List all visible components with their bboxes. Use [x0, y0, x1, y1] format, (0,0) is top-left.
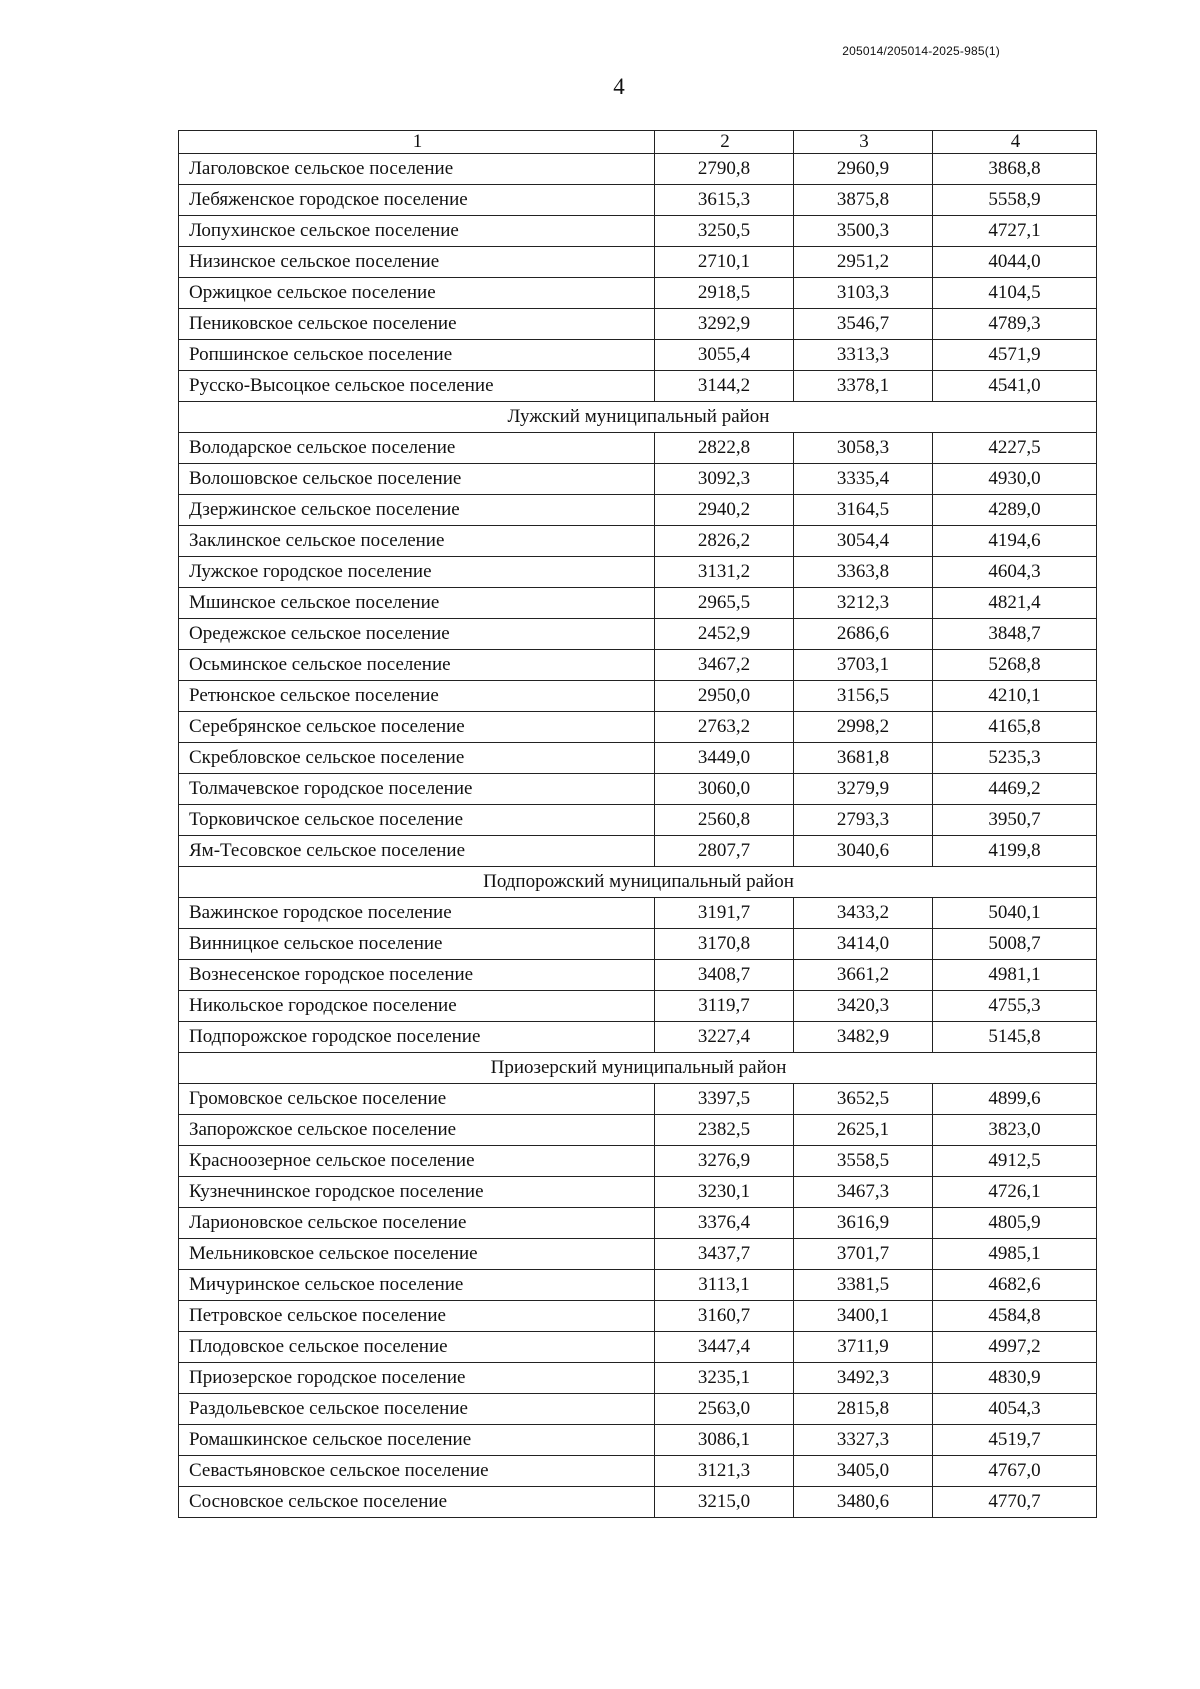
- settlement-name: Подпорожское городское поселение: [179, 1022, 655, 1053]
- settlement-name: Дзержинское сельское поселение: [179, 495, 655, 526]
- settlement-name: Вознесенское городское поселение: [179, 960, 655, 991]
- value-col-3: 3327,3: [794, 1425, 933, 1456]
- value-col-3: 3652,5: [794, 1084, 933, 1115]
- value-col-4: 4726,1: [933, 1177, 1097, 1208]
- table-row: [179, 185, 1097, 216]
- document-code: 205014/205014-2025-985(1): [842, 44, 1000, 58]
- value-col-4: 3950,7: [933, 805, 1097, 836]
- table-row: [179, 650, 1097, 681]
- value-col-4: 4997,2: [933, 1332, 1097, 1363]
- value-col-4: 4981,1: [933, 960, 1097, 991]
- settlement-name: Низинское сельское поселение: [179, 247, 655, 278]
- value-col-3: 2960,9: [794, 154, 933, 185]
- value-col-3: 3164,5: [794, 495, 933, 526]
- table-row: [179, 1270, 1097, 1301]
- table-row: [179, 1115, 1097, 1146]
- value-col-3: 3616,9: [794, 1208, 933, 1239]
- column-header: 1: [179, 131, 655, 154]
- value-col-4: 3823,0: [933, 1115, 1097, 1146]
- table-row: [179, 1425, 1097, 1456]
- settlement-name: Винницкое сельское поселение: [179, 929, 655, 960]
- value-col-3: 3703,1: [794, 650, 933, 681]
- value-col-3: 3378,1: [794, 371, 933, 402]
- table-row: [179, 681, 1097, 712]
- value-col-2: 3397,5: [655, 1084, 794, 1115]
- table-row: [179, 1301, 1097, 1332]
- table-row: [179, 1363, 1097, 1394]
- value-col-4: 4682,6: [933, 1270, 1097, 1301]
- value-col-2: 2807,7: [655, 836, 794, 867]
- settlement-name: Заклинское сельское поселение: [179, 526, 655, 557]
- value-col-2: 3086,1: [655, 1425, 794, 1456]
- settlement-name: Мичуринское сельское поселение: [179, 1270, 655, 1301]
- column-header: 2: [655, 131, 794, 154]
- value-col-3: 3480,6: [794, 1487, 933, 1518]
- value-col-3: 2951,2: [794, 247, 933, 278]
- table-row: [179, 1394, 1097, 1425]
- settlement-name: Кузнечнинское городское поселение: [179, 1177, 655, 1208]
- table-row: [179, 557, 1097, 588]
- table-row: [179, 712, 1097, 743]
- settlement-name: Ларионовское сельское поселение: [179, 1208, 655, 1239]
- settlement-name: Мельниковское сельское поселение: [179, 1239, 655, 1270]
- settlement-name: Ропшинское сельское поселение: [179, 340, 655, 371]
- value-col-3: 3058,3: [794, 433, 933, 464]
- value-col-3: 3701,7: [794, 1239, 933, 1270]
- district-row: [179, 1053, 1097, 1084]
- table-row: [179, 1177, 1097, 1208]
- settlement-name: Красноозерное сельское поселение: [179, 1146, 655, 1177]
- settlement-name: Оредежское сельское поселение: [179, 619, 655, 650]
- value-col-4: 4821,4: [933, 588, 1097, 619]
- settlement-name: Раздольевское сельское поселение: [179, 1394, 655, 1425]
- value-col-4: 4227,5: [933, 433, 1097, 464]
- value-col-3: 2686,6: [794, 619, 933, 650]
- value-col-2: 3467,2: [655, 650, 794, 681]
- table-row: [179, 154, 1097, 185]
- value-col-2: 2563,0: [655, 1394, 794, 1425]
- value-col-2: 3230,1: [655, 1177, 794, 1208]
- value-col-3: 3103,3: [794, 278, 933, 309]
- table-row: [179, 371, 1097, 402]
- settlement-name: Плодовское сельское поселение: [179, 1332, 655, 1363]
- settlement-name: Волошовское сельское поселение: [179, 464, 655, 495]
- table-row: [179, 774, 1097, 805]
- value-col-2: 3215,0: [655, 1487, 794, 1518]
- page-number: 4: [613, 74, 625, 99]
- value-col-2: 3191,7: [655, 898, 794, 929]
- table-row: [179, 1146, 1097, 1177]
- table-row: [179, 526, 1097, 557]
- settlement-name: Скребловское сельское поселение: [179, 743, 655, 774]
- table-row: [179, 340, 1097, 371]
- value-col-3: 3054,4: [794, 526, 933, 557]
- settlement-name: Важинское городское поселение: [179, 898, 655, 929]
- value-col-4: 4770,7: [933, 1487, 1097, 1518]
- value-col-4: 4044,0: [933, 247, 1097, 278]
- table-row: [179, 216, 1097, 247]
- district-row: [179, 402, 1097, 433]
- value-col-2: 3144,2: [655, 371, 794, 402]
- value-col-4: 4755,3: [933, 991, 1097, 1022]
- value-col-3: 3400,1: [794, 1301, 933, 1332]
- value-col-3: 2625,1: [794, 1115, 933, 1146]
- value-col-4: 4930,0: [933, 464, 1097, 495]
- district-name: Приозерский муниципальный район: [179, 1053, 1097, 1084]
- settlement-name: Лебяженское городское поселение: [179, 185, 655, 216]
- settlement-name: Петровское сельское поселение: [179, 1301, 655, 1332]
- value-col-4: 4289,0: [933, 495, 1097, 526]
- value-col-2: 2826,2: [655, 526, 794, 557]
- table-row: [179, 1239, 1097, 1270]
- value-col-2: 3376,4: [655, 1208, 794, 1239]
- value-col-2: 3119,7: [655, 991, 794, 1022]
- value-col-3: 3681,8: [794, 743, 933, 774]
- value-col-3: 3313,3: [794, 340, 933, 371]
- table-row: [179, 309, 1097, 340]
- column-number-row: [179, 131, 1097, 154]
- value-col-3: 3040,6: [794, 836, 933, 867]
- value-col-2: 3170,8: [655, 929, 794, 960]
- settlement-name: Володарское сельское поселение: [179, 433, 655, 464]
- settlement-name: Толмачевское городское поселение: [179, 774, 655, 805]
- column-header: 3: [794, 131, 933, 154]
- value-col-2: 3250,5: [655, 216, 794, 247]
- value-col-2: 3131,2: [655, 557, 794, 588]
- value-col-3: 3156,5: [794, 681, 933, 712]
- value-col-2: 3160,7: [655, 1301, 794, 1332]
- value-col-3: 3279,9: [794, 774, 933, 805]
- table-row: [179, 278, 1097, 309]
- settlement-name: Пениковское сельское поселение: [179, 309, 655, 340]
- value-col-2: 2790,8: [655, 154, 794, 185]
- value-col-2: 3276,9: [655, 1146, 794, 1177]
- value-col-3: 3711,9: [794, 1332, 933, 1363]
- value-col-4: 5145,8: [933, 1022, 1097, 1053]
- value-col-4: 4805,9: [933, 1208, 1097, 1239]
- table-row: [179, 1487, 1097, 1518]
- table-row: [179, 1022, 1097, 1053]
- value-col-4: 3848,7: [933, 619, 1097, 650]
- settlement-name: Лаголовское сельское поселение: [179, 154, 655, 185]
- table-row: [179, 1332, 1097, 1363]
- value-col-3: 3492,3: [794, 1363, 933, 1394]
- table-row: [179, 464, 1097, 495]
- value-col-2: 3292,9: [655, 309, 794, 340]
- value-col-2: 2763,2: [655, 712, 794, 743]
- value-col-2: 3092,3: [655, 464, 794, 495]
- value-col-3: 3420,3: [794, 991, 933, 1022]
- value-col-2: 2822,8: [655, 433, 794, 464]
- value-col-3: 3661,2: [794, 960, 933, 991]
- value-col-2: 2950,0: [655, 681, 794, 712]
- table-row: [179, 805, 1097, 836]
- value-col-4: 4912,5: [933, 1146, 1097, 1177]
- value-col-2: 2918,5: [655, 278, 794, 309]
- value-col-4: 4830,9: [933, 1363, 1097, 1394]
- value-col-3: 2793,3: [794, 805, 933, 836]
- table-row: [179, 960, 1097, 991]
- value-col-4: 4571,9: [933, 340, 1097, 371]
- value-col-4: 5040,1: [933, 898, 1097, 929]
- value-col-2: 3060,0: [655, 774, 794, 805]
- table-row: [179, 1208, 1097, 1239]
- table-row: [179, 247, 1097, 278]
- value-col-2: 3408,7: [655, 960, 794, 991]
- settlement-name: Мшинское сельское поселение: [179, 588, 655, 619]
- value-col-3: 3363,8: [794, 557, 933, 588]
- settlement-name: Ретюнское сельское поселение: [179, 681, 655, 712]
- value-col-2: 3615,3: [655, 185, 794, 216]
- value-col-2: 2710,1: [655, 247, 794, 278]
- value-col-3: 2998,2: [794, 712, 933, 743]
- value-col-4: 4767,0: [933, 1456, 1097, 1487]
- value-col-4: 5558,9: [933, 185, 1097, 216]
- district-row: [179, 867, 1097, 898]
- value-col-3: 3433,2: [794, 898, 933, 929]
- value-col-3: 3381,5: [794, 1270, 933, 1301]
- value-col-3: 3335,4: [794, 464, 933, 495]
- value-col-2: 3437,7: [655, 1239, 794, 1270]
- value-col-2: 2382,5: [655, 1115, 794, 1146]
- value-col-3: 3405,0: [794, 1456, 933, 1487]
- settlement-name: Севастьяновское сельское поселение: [179, 1456, 655, 1487]
- column-header: 4: [933, 131, 1097, 154]
- value-col-3: 2815,8: [794, 1394, 933, 1425]
- value-col-2: 3227,4: [655, 1022, 794, 1053]
- settlements-table: [178, 130, 1097, 1518]
- value-col-4: 4210,1: [933, 681, 1097, 712]
- table-row: [179, 836, 1097, 867]
- settlement-name: Запорожское сельское поселение: [179, 1115, 655, 1146]
- table-row: [179, 1456, 1097, 1487]
- table-row: [179, 1084, 1097, 1115]
- value-col-4: 4104,5: [933, 278, 1097, 309]
- settlement-name: Осьминское сельское поселение: [179, 650, 655, 681]
- value-col-2: 2560,8: [655, 805, 794, 836]
- table-row: [179, 588, 1097, 619]
- value-col-2: 2452,9: [655, 619, 794, 650]
- table-row: [179, 495, 1097, 526]
- value-col-2: 3113,1: [655, 1270, 794, 1301]
- value-col-4: 4985,1: [933, 1239, 1097, 1270]
- value-col-3: 3546,7: [794, 309, 933, 340]
- settlement-name: Никольское городское поселение: [179, 991, 655, 1022]
- value-col-2: 3055,4: [655, 340, 794, 371]
- value-col-4: 4194,6: [933, 526, 1097, 557]
- value-col-4: 4165,8: [933, 712, 1097, 743]
- table-body: [179, 154, 1097, 1518]
- table-row: [179, 743, 1097, 774]
- value-col-3: 3467,3: [794, 1177, 933, 1208]
- value-col-4: 4519,7: [933, 1425, 1097, 1456]
- value-col-4: 4604,3: [933, 557, 1097, 588]
- district-name: Подпорожский муниципальный район: [179, 867, 1097, 898]
- table-row: [179, 619, 1097, 650]
- value-col-4: 4584,8: [933, 1301, 1097, 1332]
- value-col-3: 3500,3: [794, 216, 933, 247]
- settlement-name: Ям-Тесовское сельское поселение: [179, 836, 655, 867]
- settlement-name: Ромашкинское сельское поселение: [179, 1425, 655, 1456]
- value-col-4: 4469,2: [933, 774, 1097, 805]
- table-row: [179, 433, 1097, 464]
- value-col-4: 4541,0: [933, 371, 1097, 402]
- settlement-name: Лопухинское сельское поселение: [179, 216, 655, 247]
- settlement-name: Сосновское сельское поселение: [179, 1487, 655, 1518]
- value-col-4: 4899,6: [933, 1084, 1097, 1115]
- value-col-4: 5268,8: [933, 650, 1097, 681]
- value-col-2: 2940,2: [655, 495, 794, 526]
- value-col-4: 3868,8: [933, 154, 1097, 185]
- value-col-3: 3414,0: [794, 929, 933, 960]
- value-col-4: 5008,7: [933, 929, 1097, 960]
- settlement-name: Русско-Высоцкое сельское поселение: [179, 371, 655, 402]
- settlement-name: Торковичское сельское поселение: [179, 805, 655, 836]
- settlement-name: Лужское городское поселение: [179, 557, 655, 588]
- value-col-2: 3235,1: [655, 1363, 794, 1394]
- value-col-4: 5235,3: [933, 743, 1097, 774]
- table-row: [179, 929, 1097, 960]
- settlement-name: Серебрянское сельское поселение: [179, 712, 655, 743]
- value-col-3: 3875,8: [794, 185, 933, 216]
- value-col-2: 3449,0: [655, 743, 794, 774]
- table-row: [179, 991, 1097, 1022]
- settlement-name: Громовское сельское поселение: [179, 1084, 655, 1115]
- district-name: Лужский муниципальный район: [179, 402, 1097, 433]
- value-col-3: 3558,5: [794, 1146, 933, 1177]
- value-col-3: 3482,9: [794, 1022, 933, 1053]
- table-row: [179, 898, 1097, 929]
- value-col-4: 4789,3: [933, 309, 1097, 340]
- value-col-3: 3212,3: [794, 588, 933, 619]
- settlement-name: Оржицкое сельское поселение: [179, 278, 655, 309]
- value-col-4: 4199,8: [933, 836, 1097, 867]
- value-col-2: 2965,5: [655, 588, 794, 619]
- settlement-name: Приозерское городское поселение: [179, 1363, 655, 1394]
- value-col-2: 3121,3: [655, 1456, 794, 1487]
- value-col-4: 4727,1: [933, 216, 1097, 247]
- value-col-2: 3447,4: [655, 1332, 794, 1363]
- value-col-4: 4054,3: [933, 1394, 1097, 1425]
